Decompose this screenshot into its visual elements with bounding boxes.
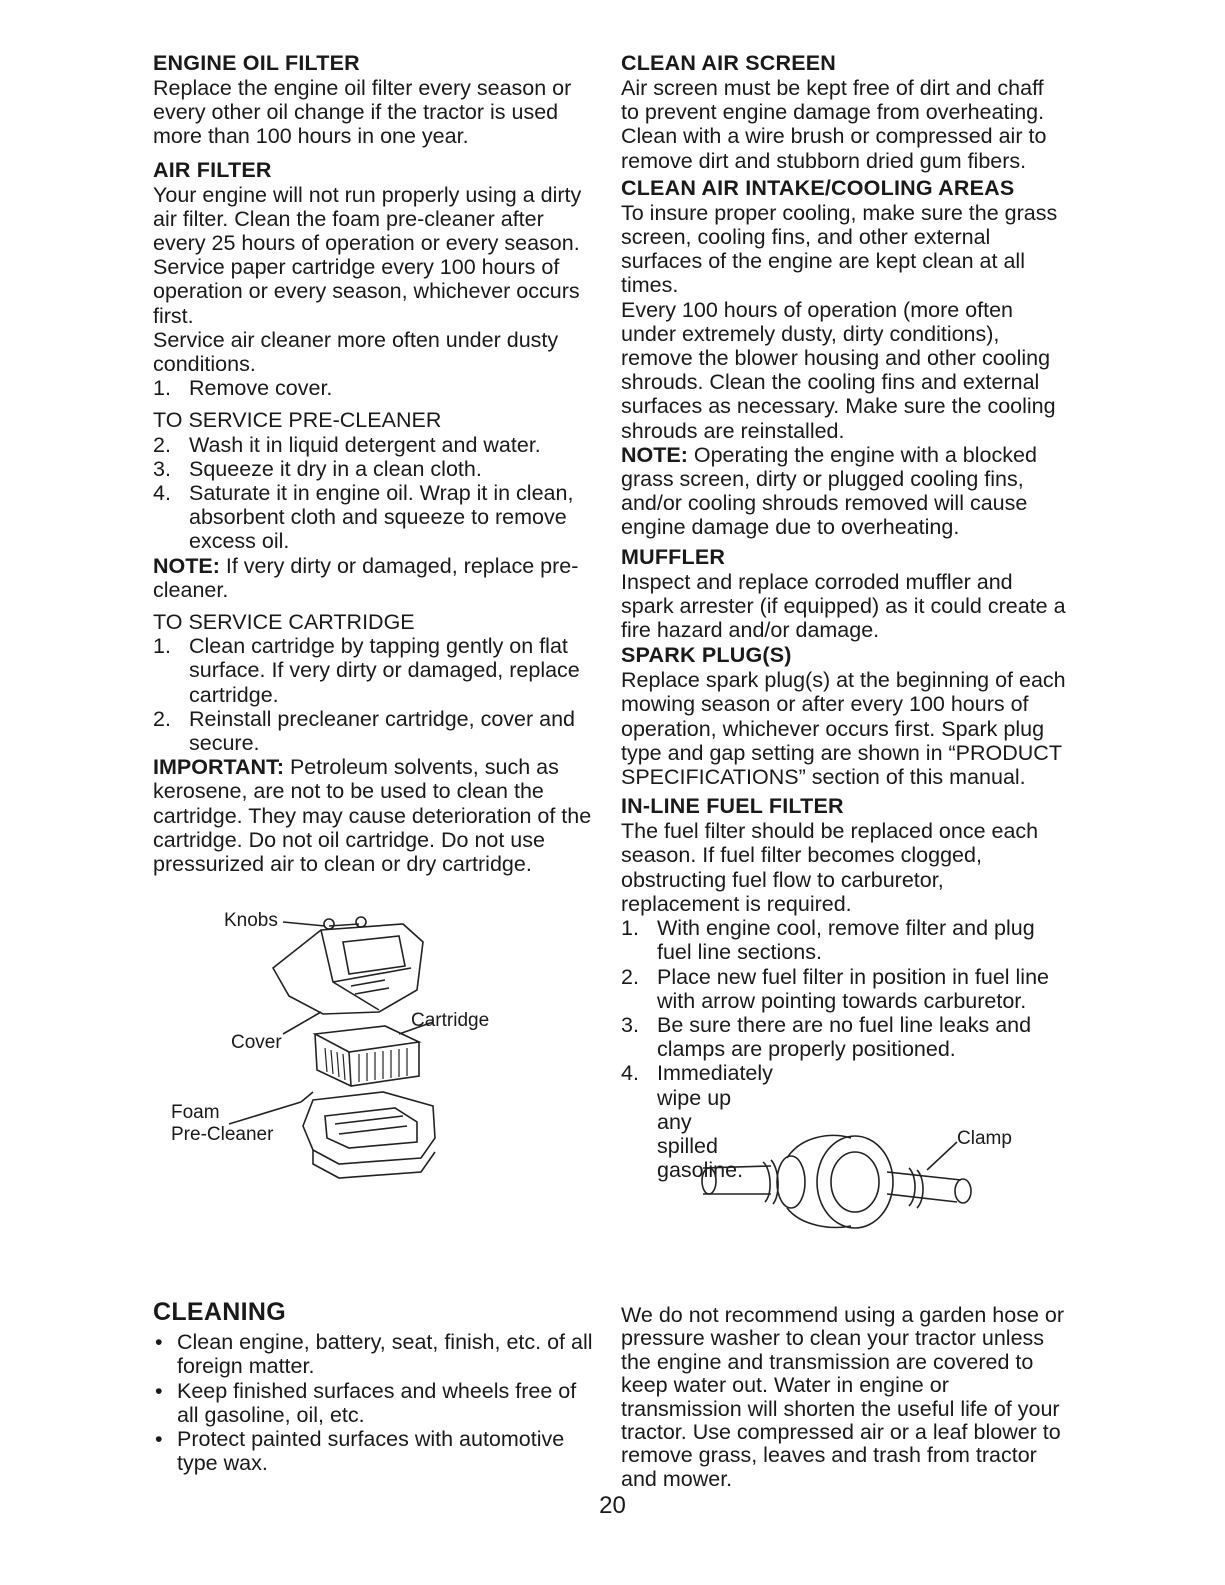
fuel-filter-heading: IN-LINE FUEL FILTER <box>621 794 844 819</box>
pre-cleaner-note <box>153 554 593 602</box>
label-clamp: Clamp <box>957 1128 1012 1149</box>
spark-plug-text: Replace spark plug(s) at the beginning of each mowing season or after every 100 hours of operation, whichever occurs first. Spark plug type and gap setting are shown in “PRODUCT SPECIFICATIONS” section of this manual. <box>621 668 1066 790</box>
cleaning-bullets <box>153 1330 593 1475</box>
page-number: 20 <box>599 1492 626 1519</box>
label-cover: Cover <box>231 1032 282 1054</box>
note-text: If very dirty or damaged, replace pre-cleaner. <box>153 553 579 602</box>
important-text: Petroleum solvents, such as kerosene, are not to be used to clean the cartridge. They may cause deterioration of the cartridge. Do not oil cartridge. Do not use pressurized air to clean or dry cartridge. <box>153 755 592 877</box>
list-item: 2. Place new fuel filter in position in fuel line with arrow pointing towards carburetor. <box>621 964 1049 1013</box>
muffler-text: Inspect and replace corroded muffler and spark arrester (if equipped) as it could create a fire hazard and/or damage. <box>621 569 1066 643</box>
intake-text: To insure proper cooling, make sure the grass screen, cooling fins, and other external surfaces of the engine are kept clean at all times. <box>621 200 1058 298</box>
list-item: • Protect painted surfaces with automotive type wax. <box>155 1427 565 1476</box>
oil-filter-heading: ENGINE OIL FILTER <box>153 51 360 75</box>
cartridge-steps <box>153 634 593 755</box>
note-label: NOTE: <box>153 553 220 578</box>
cleaning-section <box>153 1300 593 1475</box>
spark-plug-heading: SPARK PLUG(S) <box>621 643 792 668</box>
cleaning-text: We do not recommend using a garden hose or pressure washer to clean your tractor unless the engine and transmission are covered to keep water out. Water in engine or transmission will shorten the useful life of your tractor. Use compressed air or a leaf blower to remove grass, leaves and trash from tractor and mower. <box>621 1303 1065 1491</box>
label-foam: Foam <box>171 1102 220 1124</box>
fuel-filter-text: The fuel filter should be replaced once each season. If fuel filter becomes clogged, obstructing fuel flow to carburetor, replacement is required. <box>621 819 1039 916</box>
fuel-filter-diagram <box>701 1128 1021 1238</box>
note-label: NOTE: <box>621 442 688 467</box>
list-item: • Clean engine, battery, seat, finish, etc. of all foreign matter. <box>155 1330 593 1379</box>
list-item: 1. With engine cool, remove filter and plug fuel line sections. <box>621 916 1035 965</box>
cartridge-subheading: TO SERVICE CARTRIDGE <box>153 610 415 635</box>
cleaning-heading: CLEANING <box>153 1298 286 1326</box>
right-column <box>621 50 1066 1182</box>
intake-heading: CLEAN AIR INTAKE/COOLING AREAS <box>621 175 1015 200</box>
intake-note <box>621 443 1066 540</box>
intake-text-2: Every 100 hours of operation (more often under extremely dusty, dirty conditions), remove the blower housing and other cooling shrouds. Clean the cooling fins and external surfaces as necessary. Make sure the cooling shrouds are reinstalled. <box>621 297 1056 443</box>
important-note <box>153 755 593 876</box>
air-screen-heading: CLEAN AIR SCREEN <box>621 51 837 75</box>
oil-filter-text: Replace the engine oil filter every season or every other oil change if the tractor is used more than 100 hours in one year. <box>153 76 572 149</box>
air-filter-text: Your engine will not run properly using a dirty air filter. Clean the foam pre-cleaner after every 25 hours of operation or every season. Service paper cartridge every 100 hours of operation or every season, whichever occurs first. <box>153 182 582 328</box>
air-filter-step-1: 1. Remove cover. <box>153 376 333 401</box>
list-item: • Keep finished surfaces and wheels free of all gasoline, oil, etc. <box>155 1378 577 1427</box>
air-filter-illustration <box>153 902 593 1192</box>
air-screen-text: Air screen must be kept free of dirt and chaff to prevent engine damage from overheating. Clean with a wire brush or compressed air to remove dirt and stubborn dried gum fibers. <box>621 76 1047 173</box>
label-pre-cleaner: Pre-Cleaner <box>171 1124 274 1146</box>
important-label: IMPORTANT: <box>153 755 284 780</box>
list-item: 4. Immediately wipe up any spilled gasoline. <box>621 1061 773 1183</box>
list-item: 4. Saturate it in engine oil. Wrap it in clean, absorbent cloth and squeeze to remove excess oil. <box>153 481 574 554</box>
list-item: 3. Be sure there are no fuel line leaks and clamps are properly positioned. <box>621 1012 1032 1062</box>
list-item: 1. Clean cartridge by tapping gently on flat surface. If very dirty or damaged, replace cartridge. <box>153 634 580 707</box>
pre-cleaner-subheading: TO SERVICE PRE-CLEANER <box>153 408 442 433</box>
list-item: 2. Wash it in liquid detergent and water. <box>153 432 541 457</box>
air-filter-text-2: Service air cleaner more often under dusty conditions. <box>153 327 559 377</box>
pre-cleaner-steps <box>153 433 593 554</box>
left-column <box>153 50 593 1192</box>
muffler-heading: MUFFLER <box>621 544 726 569</box>
list-item: 3. Squeeze it dry in a clean cloth. <box>153 456 482 481</box>
label-knobs: Knobs <box>224 910 278 932</box>
note-text: Operating the engine with a blocked grass screen, dirty or plugged cooling fins, and/or cooling shrouds removed will cause engine damage due to overheating. <box>621 442 1037 540</box>
air-filter-diagram <box>153 902 593 1192</box>
list-item: 2. Reinstall precleaner cartridge, cover and secure. <box>153 706 576 756</box>
air-filter-heading: AIR FILTER <box>153 157 272 182</box>
label-cartridge: Cartridge <box>411 1010 490 1032</box>
